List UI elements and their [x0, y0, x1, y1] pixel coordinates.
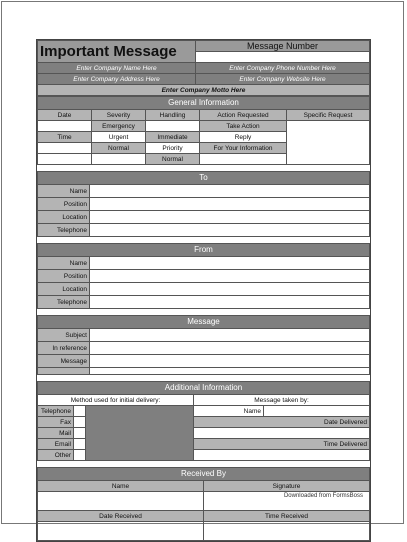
subject-field[interactable]: [90, 329, 370, 342]
received-name-field[interactable]: [38, 492, 204, 511]
footer-credit: Downloaded from FormsBoss: [283, 493, 363, 499]
handling-immediate[interactable]: Immediate: [146, 132, 200, 143]
subject-label: Subject: [38, 329, 90, 342]
from-table: [37, 243, 370, 309]
additional-info-table: [37, 381, 370, 461]
delivery-method-label: Method used for initial delivery:: [38, 395, 194, 406]
from-position-label: Position: [38, 270, 90, 283]
in-reference-field[interactable]: [90, 342, 370, 355]
company-phone: Enter Company Phone Number Here: [196, 63, 370, 74]
general-info-heading: General Information: [38, 97, 370, 110]
message-heading: Message: [38, 316, 370, 329]
method-mail-check[interactable]: [74, 428, 86, 439]
form-page: [1, 1, 404, 524]
severity-normal[interactable]: Normal: [92, 143, 146, 154]
received-by-heading: Received By: [38, 468, 370, 481]
handling-priority[interactable]: Priority: [146, 143, 200, 154]
date-delivered-field[interactable]: [194, 428, 370, 439]
action-reply[interactable]: Reply: [200, 132, 287, 143]
important-message-form: [36, 39, 371, 542]
message-field-extra[interactable]: [90, 368, 370, 375]
severity-label: Severity: [92, 110, 146, 121]
action-fyi[interactable]: For Your Information: [200, 143, 287, 154]
method-telephone-label: Telephone: [38, 406, 74, 417]
to-name-field[interactable]: [90, 185, 370, 198]
from-name-field[interactable]: [90, 257, 370, 270]
taken-by-name-field[interactable]: [264, 406, 370, 417]
from-location-field[interactable]: [90, 283, 370, 296]
date-field[interactable]: [38, 121, 92, 132]
time-delivered-label: Time Delivered: [194, 439, 370, 450]
general-blank-2: [92, 154, 146, 165]
method-email-check[interactable]: [74, 439, 86, 450]
delivery-notes-block: [86, 406, 194, 461]
message-number-label: Message Number: [196, 41, 370, 52]
to-location-field[interactable]: [90, 211, 370, 224]
additional-info-heading: Additional Information: [38, 382, 370, 395]
company-website: Enter Company Website Here: [196, 74, 370, 85]
action-requested-label: Action Requested: [200, 110, 287, 121]
from-position-field[interactable]: [90, 270, 370, 283]
time-received-field[interactable]: [204, 522, 370, 541]
message-number-field[interactable]: [196, 52, 370, 63]
general-blank-3: [200, 154, 287, 165]
from-telephone-field[interactable]: [90, 296, 370, 309]
message-label-extra: [38, 368, 90, 375]
time-delivered-field[interactable]: [194, 450, 370, 461]
from-location-label: Location: [38, 283, 90, 296]
handling-normal[interactable]: Normal: [146, 154, 200, 165]
company-address: Enter Company Address Here: [38, 74, 196, 85]
date-received-field[interactable]: [38, 522, 204, 541]
date-label: Date: [38, 110, 92, 121]
to-table: [37, 171, 370, 237]
specific-request-field[interactable]: [287, 121, 370, 165]
method-other-check[interactable]: [74, 450, 86, 461]
to-position-label: Position: [38, 198, 90, 211]
severity-emergency[interactable]: Emergency: [92, 121, 146, 132]
method-other-label: Other: [38, 450, 74, 461]
taken-by-label: Message taken by:: [194, 395, 370, 406]
header-table: [37, 40, 370, 96]
specific-request-label: Specific Request: [287, 110, 370, 121]
severity-urgent[interactable]: Urgent: [92, 132, 146, 143]
company-name: Enter Company Name Here: [38, 63, 196, 74]
method-email-label: Email: [38, 439, 74, 450]
from-heading: From: [38, 244, 370, 257]
time-field[interactable]: [38, 143, 92, 154]
method-telephone-check[interactable]: [74, 406, 86, 417]
message-field[interactable]: [90, 355, 370, 368]
received-signature-label: Signature: [204, 481, 370, 492]
message-table: [37, 315, 370, 375]
from-telephone-label: Telephone: [38, 296, 90, 309]
to-name-label: Name: [38, 185, 90, 198]
in-reference-label: In reference: [38, 342, 90, 355]
from-name-label: Name: [38, 257, 90, 270]
method-fax-label: Fax: [38, 417, 74, 428]
to-telephone-label: Telephone: [38, 224, 90, 237]
to-heading: To: [38, 172, 370, 185]
general-blank: [38, 154, 92, 165]
received-by-table: [37, 467, 370, 541]
handling-label: Handling: [146, 110, 200, 121]
action-take-action[interactable]: Take Action: [200, 121, 287, 132]
to-position-field[interactable]: [90, 198, 370, 211]
taken-by-name-label: Name: [194, 406, 264, 417]
method-mail-label: Mail: [38, 428, 74, 439]
date-delivered-label: Date Delivered: [194, 417, 370, 428]
to-location-label: Location: [38, 211, 90, 224]
company-motto: Enter Company Motto Here: [38, 85, 370, 96]
handling-blank: [146, 121, 200, 132]
method-fax-check[interactable]: [74, 417, 86, 428]
date-received-label: Date Received: [38, 511, 204, 522]
time-label: Time: [38, 132, 92, 143]
message-label: Message: [38, 355, 90, 368]
form-title: Important Message: [38, 41, 196, 63]
general-info-table: [37, 96, 370, 165]
received-name-label: Name: [38, 481, 204, 492]
to-telephone-field[interactable]: [90, 224, 370, 237]
time-received-label: Time Received: [204, 511, 370, 522]
